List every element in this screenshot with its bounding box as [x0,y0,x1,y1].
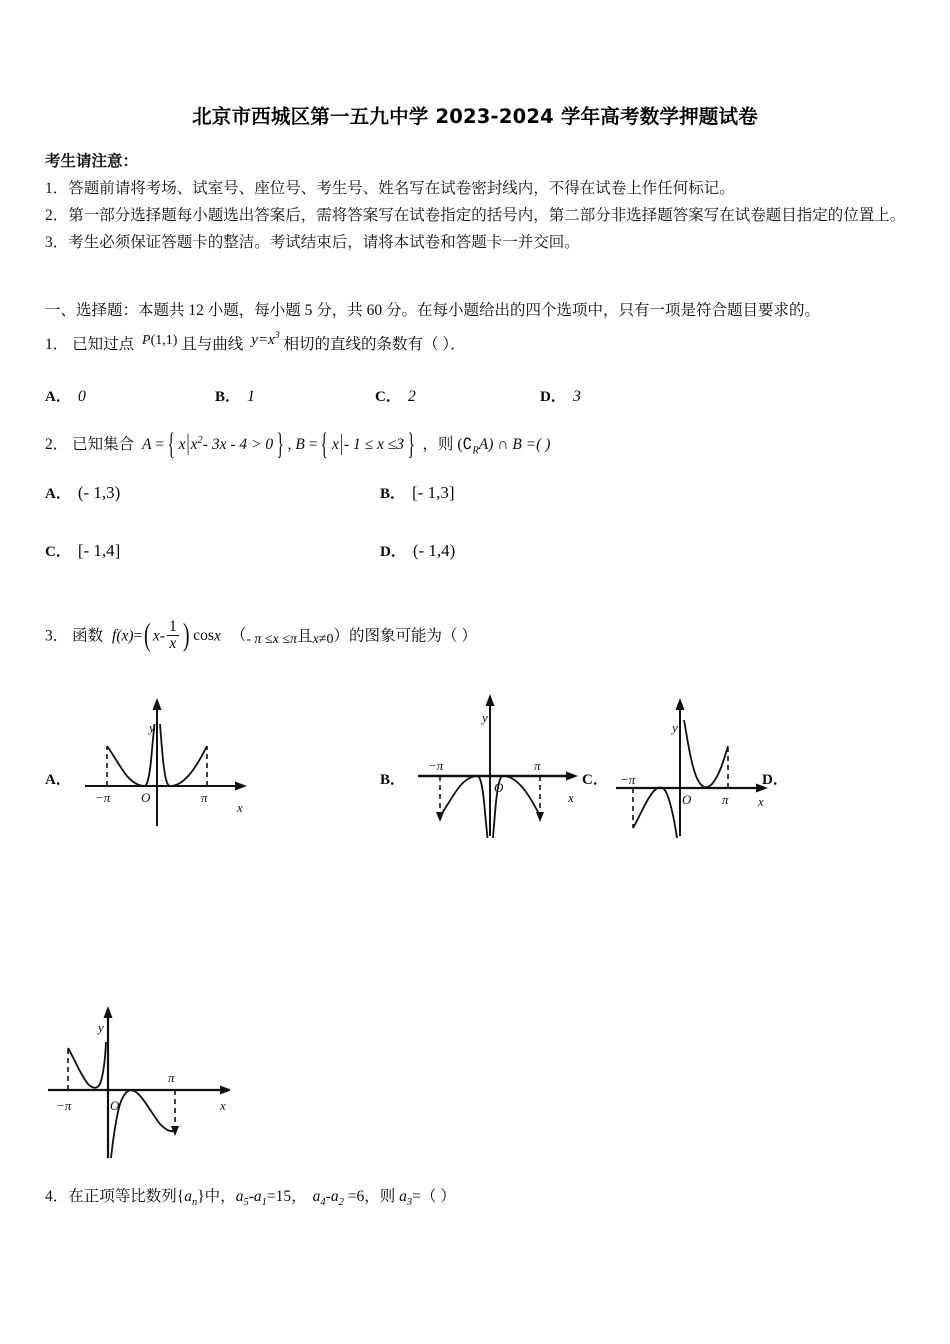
q3-stem-pre: 函数 [72,627,104,645]
notice-block [45,148,910,256]
q1-option-a-letter: A． [45,389,71,405]
q4-text-2: }中， [197,1188,236,1205]
q3-graph-d-letter: D． [762,772,788,788]
q3-graph-d[interactable] [40,1000,230,1160]
q4-term1-rest: -a [248,1188,262,1205]
q4-term3-sub: 3 [406,1197,413,1209]
q1-option-b[interactable] [215,385,255,406]
q1-stem-post: 相切的直线的条数有（ ）． [283,336,466,353]
svg-text:y: y [149,720,155,735]
q3-domain-var: x [312,632,319,648]
q4-term1-value: =15， [266,1188,307,1205]
q1-option-a[interactable] [45,385,86,406]
q2-option-d[interactable] [380,540,455,561]
svg-text:−π: −π [620,772,636,787]
q2-setA-var: x [178,436,186,454]
q3-fn-arg: (x) [116,627,134,645]
q3-graph-a[interactable] [75,688,260,828]
q3-graph-c-letter: C． [582,772,608,788]
q1-option-c-value: 2 [407,388,416,405]
q2-setB-var: x [331,436,339,454]
q4-term2-rest: -a [325,1188,339,1205]
section-heading: 一、选择题：本题共 12 小题，每小题 5 分，共 60 分。在每小题给出的四个选项中，只有一项是符合题目要求的。 [45,302,821,319]
q2-option-a-letter: A． [45,486,71,502]
q1-stem-pre: 已知过点 [72,336,135,353]
q1-curve-exponent: 3 [274,330,280,341]
notice-item-2: 2．第一部分选择题每小题选出答案后，需将答案写在试卷指定的括号内，第二部分非选择题答案写在试卷题目指定的位置上。 [45,207,906,224]
svg-text:O: O [141,790,151,805]
question-4 [45,1185,925,1215]
q3-graph-a-letter: A． [45,772,71,788]
question-2: 2． 已知集合 A = { $x|x^2-$ 3x - 4 > 0 } , B = { x|- 1 ≤ x ≤3 } ，则 $(∁_RA)$ ∩ B =( ) [45,427,551,462]
q2-setA-open-brace: { [167,427,176,462]
q1-option-c[interactable] [375,385,416,406]
svg-text:x: x [220,1098,226,1113]
q1-option-a-value: 0 [77,388,86,405]
q4-term3-rest: =（ ） [412,1188,456,1205]
q4-number: 4． [45,1188,69,1205]
svg-text:−π: −π [95,790,111,805]
svg-text:π: π [534,758,541,773]
svg-text:y: y [482,710,488,725]
q2-setA-cond-base: x [190,436,198,454]
q1-stem-mid: 且与曲线 [181,336,244,353]
q3-domain-open: （ [230,627,247,645]
q4-term2: a [312,1188,321,1205]
notice-item-1: 1．答题前请将考场、试室号、座位号、考生号、姓名写在试卷密封线内，不得在试卷上作任何标记。 [45,180,735,197]
q1-curve-eq: =x [257,332,275,348]
q2-option-a[interactable] [45,482,120,503]
q2-number: 2． [45,436,69,454]
q3-frac-numerator: 1 [168,618,177,635]
q1-point-coords: (1,1) [150,333,178,348]
q4-seq-subscript: n [191,1197,198,1209]
q3-fn-minus: - [159,627,165,645]
q2-option-b-letter: B． [380,486,406,502]
q2-setB-bar: | [339,430,343,457]
q1-option-d-letter: D． [540,389,566,405]
q2-stem-post: ，则 [422,436,454,454]
q3-open-paren: ( [144,617,151,653]
q3-fn-cos: cos [193,627,214,645]
q4-text-1: 在正项等比数列{ [68,1188,185,1205]
q1-option-c-letter: C． [375,389,401,405]
q2-option-a-value: (- 1,3) [77,483,121,502]
svg-text:x: x [568,790,574,805]
q1-option-d[interactable] [540,385,581,406]
q3-domain-ne: ≠0 [318,632,334,648]
q4-term2-sub2: 2 [338,1197,344,1209]
q2-setA-close-brace: } [276,427,284,462]
q2-option-c-letter: C． [45,544,71,560]
q2-option-b-value: [- 1,3] [412,483,455,502]
svg-text:−π: −π [428,758,444,773]
q3-domain-range: - π ≤x ≤π [246,632,298,648]
svg-text:O: O [682,792,692,807]
question-1 [45,330,925,359]
page-title: 北京市西城区第一五九中学 2023-2024 学年高考数学押题试卷 [192,105,758,128]
svg-text:π: π [201,790,208,805]
q3-graph-c[interactable] [608,688,783,838]
q2-setA-cond-exp: 2 [197,435,203,446]
q2-option-d-letter: D． [380,544,406,560]
question-2-options-row-1 [45,482,925,504]
question-3 [45,617,925,654]
q4-term1-sub2: 1 [261,1197,267,1209]
svg-text:π: π [722,792,729,807]
q2-setA-bar: | [186,430,190,457]
svg-text:x: x [237,800,243,815]
q2-option-c-value: [- 1,4] [77,541,121,560]
q3-graph-b[interactable] [408,688,593,838]
svg-text:y: y [672,720,678,735]
q4-term2-value: =6，则 [343,1188,400,1205]
q3-frac-denominator: x [167,635,179,652]
q4-term3: a [399,1188,407,1205]
svg-text:y: y [98,1020,104,1035]
q3-fn-eq: = [133,627,143,645]
q3-domain-close: ） [333,627,349,645]
q1-option-d-value: 3 [572,388,581,405]
q3-fraction [167,619,179,653]
q3-number: 3． [45,627,69,645]
q2-option-b[interactable] [380,482,455,503]
question-1-options [45,385,925,407]
notice-heading: 考生请注意： [45,153,139,170]
q2-setB-open-brace: { [321,427,329,462]
q3-close-paren: ) [182,617,190,653]
q1-option-b-value: 1 [247,388,256,405]
q3-graph-b-letter: B． [380,772,406,788]
q1-option-b-letter: B． [215,389,241,405]
q1-curve-y: y [251,332,258,348]
q2-setB-cond: - 1 ≤ x ≤3 [343,436,405,454]
q2-complement-subscript: R [472,445,479,457]
q2-stem-pre: 已知集合 [72,436,135,454]
notice-item-3: 3．考生必须保证答题卡的整洁。考试结束后，请将本试卷和答题卡一并交回。 [45,234,580,251]
q2-setA-name: A [142,436,152,454]
svg-text:x: x [758,794,764,809]
question-2-options-row-2 [45,540,925,562]
svg-text:−π: −π [56,1098,72,1113]
q3-fn-x: x [152,627,160,645]
q4-term1-sub: 5 [243,1197,249,1209]
q2-setB-close-brace: } [407,427,415,462]
q1-number: 1． [45,336,69,353]
svg-text:O: O [494,780,504,795]
q2-option-d-value: (- 1,4) [412,541,456,560]
q3-stem-post: 的图象可能为（ ） [348,627,477,645]
q3-domain-and: 且 [297,628,313,646]
q4-term2-sub: 4 [320,1197,326,1209]
svg-text:O: O [110,1098,120,1113]
q2-setA-cond-rest: - 3x - 4 > 0 [202,436,274,454]
svg-text:π: π [168,1070,175,1085]
q2-option-c[interactable] [45,540,120,561]
q4-seq-var: a [184,1188,192,1205]
q2-complement-open: (∁ [457,436,473,454]
q1-point-label: P [142,333,151,348]
q2-setB-name: B [295,436,305,454]
q3-fn-cos-arg: x [213,627,221,645]
q2-complement-rest: A) ∩ B =( ) [478,436,551,454]
q3-fn-name: f [112,627,117,645]
q4-term1: a [235,1188,244,1205]
